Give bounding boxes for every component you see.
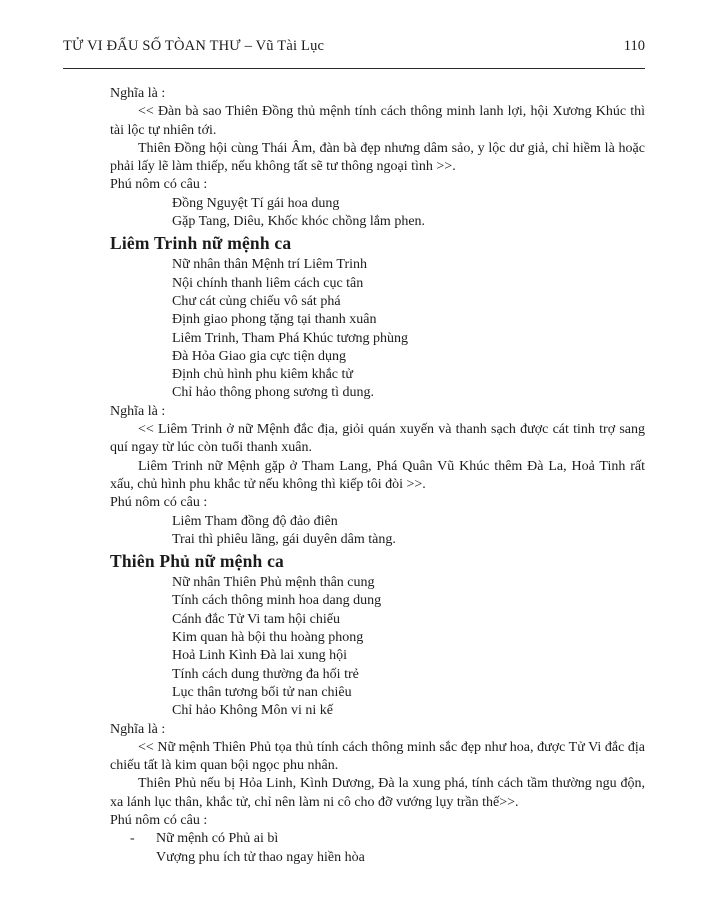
paragraph: Thiên Đồng hội cùng Thái Âm, đàn bà đẹp nhưng dâm sảo, y lộc dư giả, chỉ hiềm là hoặc phải lấy lẽ làm thiếp, nếu không tất sẽ tư thông ngoại tình >>. [110,140,645,175]
verse-line: Trai thì phiêu lãng, gái duyên dâm tàng. [172,531,396,547]
book-title: TỬ VI ĐẨU SỐ TÒAN THƯ – Vũ Tài Lục [63,38,325,54]
paragraph: Liêm Trinh nữ Mệnh gặp ở Tham Lang, Phá Quân Vũ Khúc thêm Đà La, Hoả Tinh rất xấu, chủ hình phu khắc tử nếu không thì kiếp tôi đòi >>. [110,458,645,492]
verse-line: Đà Hỏa Giao gia cực tiện dụng [172,348,346,364]
meaning-label: Nghĩa là : [110,403,166,419]
verse-line: Đồng Nguyệt Tí gái hoa dung [172,195,340,211]
page-number: 110 [623,38,645,54]
meaning-label: Nghĩa là : [110,721,166,737]
phu-nom-label: Phú nôm có câu : [110,495,208,511]
verse-line: Tính cách dung thường đa hối trẻ [172,666,359,682]
verse-line: Nữ nhân Thiên Phủ mệnh thân cung [172,575,375,591]
list-dash-marker: - [130,831,135,847]
verse-line: Tính cách thông minh hoa dang dung [172,593,382,609]
verse-line: Cánh đắc Tử Vi tam hội chiếu [172,611,340,627]
section-heading: Liêm Trinh nữ mệnh ca [110,233,292,254]
list-item-continuation: Vượng phu ích tử thao ngay hiền hòa [156,849,365,865]
page-header [63,0,645,69]
paragraph: Thiên Phủ nếu bị Hỏa Linh, Kình Dương, Đà la xung phá, tính cách tầm thường ngu độn, xa lánh lục thân, khắc tử, chỉ nên làm ni cô cho đỡ vướng lụy trần thế>>. [110,776,645,810]
verse-line: Chỉ hảo thông phong sương tì dung. [172,385,375,401]
meaning-label: Nghĩa là : [110,86,166,101]
verse-line: Kim quan hà bội thu hoàng phong [172,630,364,646]
verse-line: Hoả Linh Kình Đà lai xung hội [172,648,347,664]
verse-line: Nội chính thanh liêm cách cục tân [172,275,364,291]
phu-nom-label: Phú nôm có câu : [110,177,208,193]
verse-line: Liêm Trinh, Tham Phá Khúc tương phùng [172,330,409,346]
verse-line: Nữ nhân thân Mệnh trí Liêm Trinh [172,257,368,273]
paragraph: << Liêm Trinh ở nữ Mệnh đắc địa, giỏi quán xuyến và thanh sạch được cát tinh trợ sang quí ngay từ lúc còn tuổi thanh xuân. [110,422,645,456]
verse-line: Chư cát củng chiếu vô sát phá [172,293,341,309]
verse-line: Định giao phong tặng tại thanh xuân [172,312,377,328]
page-content [110,85,645,867]
paragraph: << Nữ mệnh Thiên Phủ tọa thủ tính cách thông minh sắc đẹp như hoa, được Tử Vi đắc địa chiếu tất là kim quan bội ngọc phu nhân. [110,739,645,774]
list-item-text: Nữ mệnh có Phủ ai bì [156,831,279,847]
verse-line: Định chủ hình phu kiêm khắc tử [172,367,354,383]
verse-line: Chỉ hảo Không Môn vi ni kế [172,703,333,719]
paragraph: << Đàn bà sao Thiên Đồng thủ mệnh tính cách thông minh lanh lợi, hội Xương Khúc thì tài lộc tự nhiên tới. [110,104,645,138]
list-item [110,830,645,848]
section-heading: Thiên Phủ nữ mệnh ca [110,551,284,572]
phu-nom-label: Phú nôm có câu : [110,812,208,828]
verse-line: Gặp Tang, Diêu, Khốc khóc chồng lắm phen. [172,214,426,230]
verse-line: Liêm Tham đồng độ đảo điên [172,513,338,529]
verse-line: Lục thân tương bối tử nan chiêu [172,684,352,700]
